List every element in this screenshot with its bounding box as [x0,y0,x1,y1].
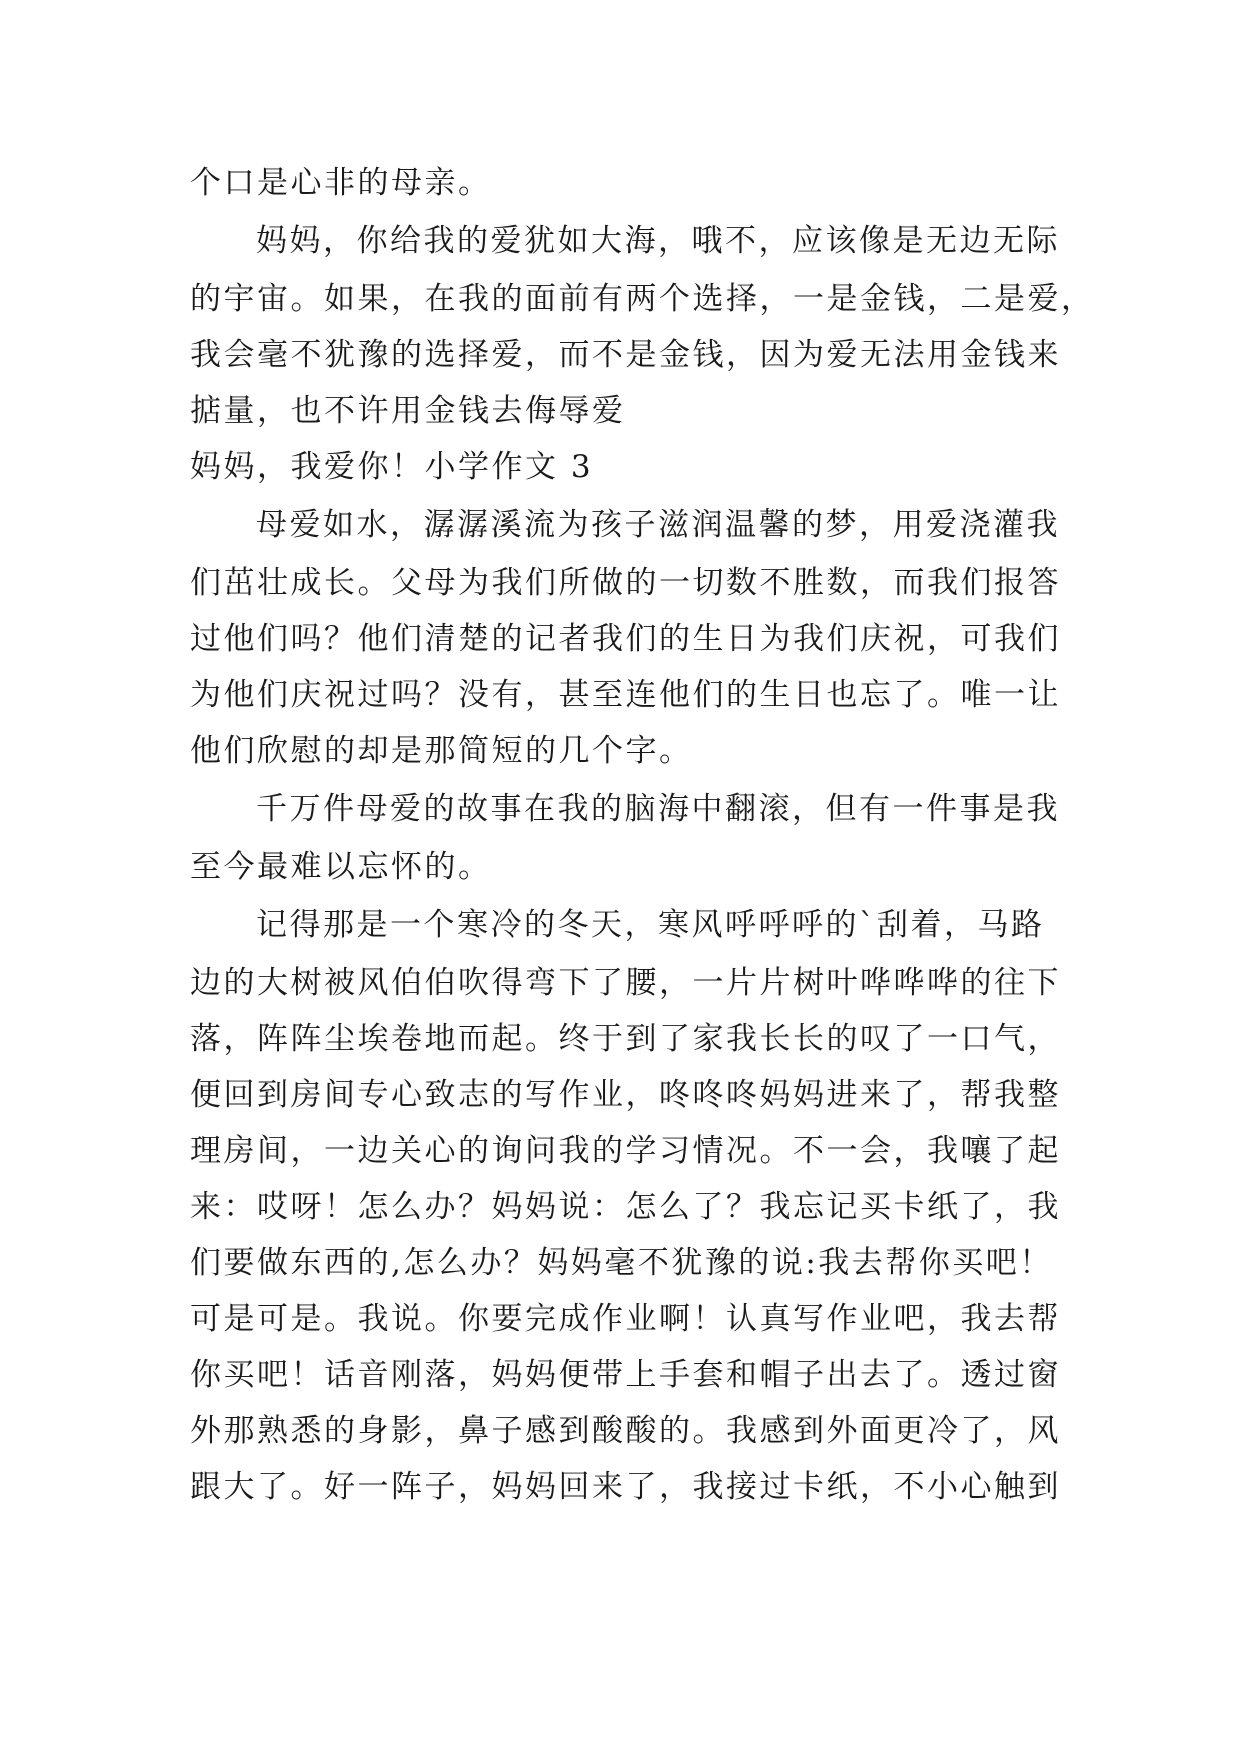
essay-text [190,155,1095,1515]
text-line: 他们欣慰的却是那简短的几个字。 [190,733,693,769]
text-line: 你买吧！话音刚落，妈妈便带上手套和帽子出去了。透过窗 [190,1357,1061,1393]
text-line: 记得那是一个寒冷的冬天，寒风呼呼呼的`刮着，马路 [256,907,1045,943]
text-line: 至今最难以忘怀的。 [190,849,492,885]
text-line: 理房间，一边关心的询问我的学习情况。不一会，我嚷了起 [190,1133,1061,1169]
text-line: 个口是心非的母亲。 [190,165,492,201]
text-line: 的宇宙。如果，在我的面前有两个选择，一是金钱，二是爱， [190,281,1095,317]
text-line: 我会毫不犹豫的选择爱，而不是金钱，因为爱无法用金钱来 [190,337,1061,373]
text-line: 跟大了。好一阵子，妈妈回来了，我接过卡纸，不小心触到 [190,1469,1061,1505]
text-line: 为他们庆祝过吗？没有，甚至连他们的生日也忘了。唯一让 [190,677,1061,713]
text-line: 妈妈，你给我的爱犹如大海，哦不，应该像是无边无际 [256,223,1060,259]
text-line: 可是可是。我说。你要完成作业啊！认真写作业吧，我去帮 [190,1301,1061,1337]
section-heading: 妈妈，我爱你！小学作文 3 [190,449,594,485]
text-line: 掂量，也不许用金钱去侮辱爱 [190,393,626,429]
text-line: 来：哎呀！怎么办？妈妈说：怎么了？我忘记买卡纸了，我 [190,1189,1061,1225]
text-line: 母爱如水，潺潺溪流为孩子滋润温馨的梦，用爱浇灌我 [256,507,1060,543]
text-line: 外那熟悉的身影，鼻子感到酸酸的。我感到外面更冷了，风 [190,1413,1061,1449]
text-line: 便回到房间专心致志的写作业，咚咚咚妈妈进来了，帮我整 [190,1077,1061,1113]
text-line: 落，阵阵尘埃卷地而起。终于到了家我长长的叹了一口气， [190,1021,1061,1057]
text-line: 们茁壮成长。父母为我们所做的一切数不胜数，而我们报答 [190,565,1061,601]
text-line: 千万件母爱的故事在我的脑海中翻滚，但有一件事是我 [256,791,1060,827]
text-line: 边的大树被风伯伯吹得弯下了腰，一片片树叶哗哗哗的往下 [190,965,1061,1001]
text-line: 们要做东西的,怎么办？妈妈毫不犹豫的说:我去帮你买吧！ [190,1245,1053,1281]
text-line: 过他们吗？他们清楚的记者我们的生日为我们庆祝，可我们 [190,621,1061,657]
